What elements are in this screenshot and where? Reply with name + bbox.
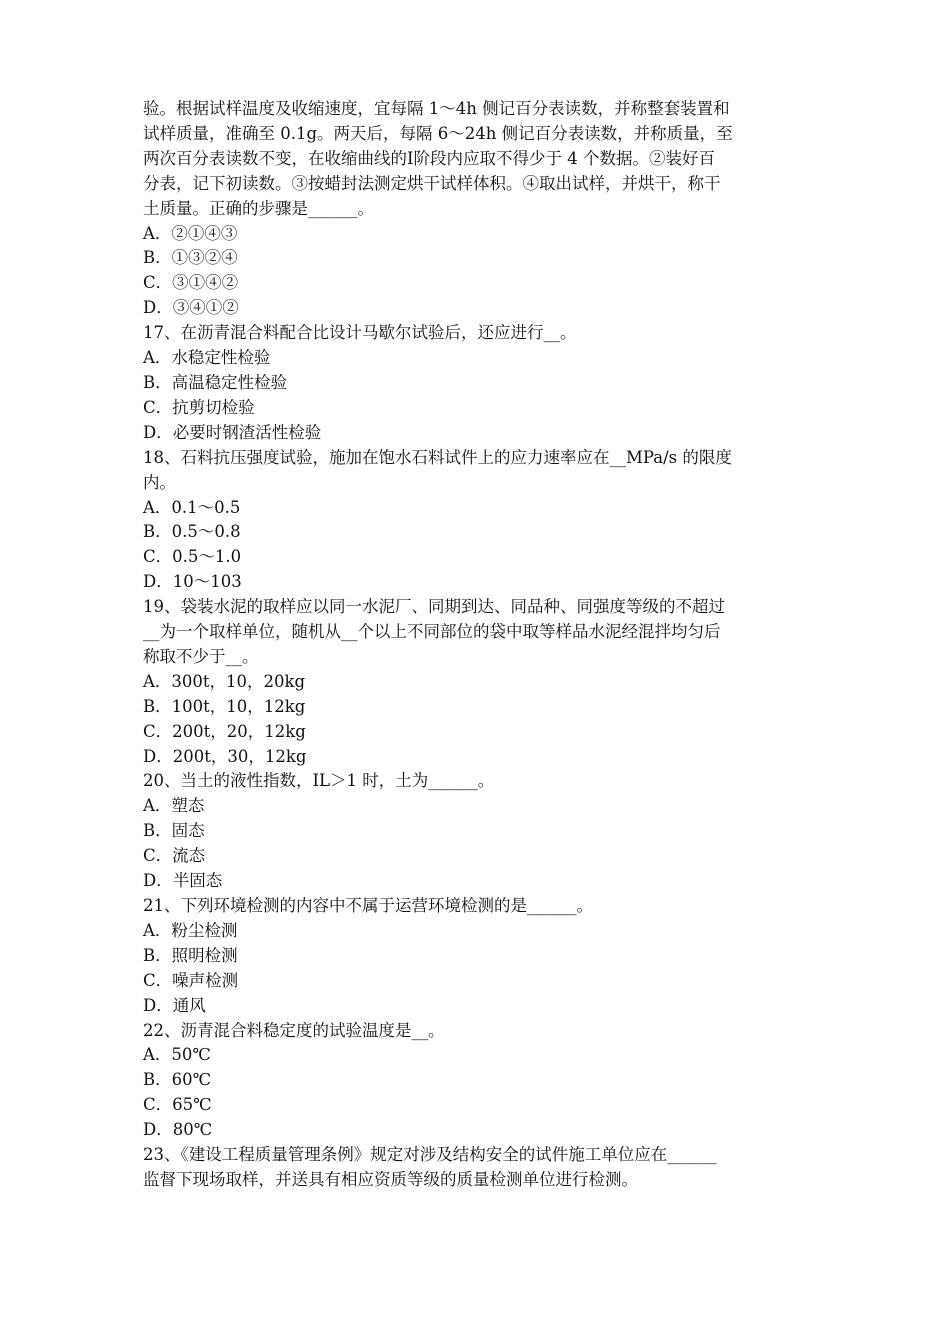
option-d: D．半固态 xyxy=(143,871,223,891)
option-b: B．固态 xyxy=(143,821,205,841)
option-d: D．10～103 xyxy=(143,572,242,592)
option-c: C．0.5～1.0 xyxy=(143,547,242,567)
question-text-line: 验。根据试样温度及收缩速度，宜每隔 1～4h 侧记百分表读数，并称整套装置和 xyxy=(143,99,730,118)
option-d: D．200t，30，12kg xyxy=(143,746,307,766)
option-d: D．必要时钢渣活性检验 xyxy=(143,422,322,442)
question-17 xyxy=(143,321,823,446)
option-b: B．高温稳定性检验 xyxy=(143,372,288,392)
question-text-line: __为一个取样单位，随机从__个以上不同部位的袋中取等样品水泥经混拌均匀后 xyxy=(143,622,721,642)
question-text-line: 分表，记下初读数。③按蜡封法测定烘干试样体积。④取出试样，并烘干，称干 xyxy=(143,173,721,193)
option-a: A．粉尘检测 xyxy=(143,920,238,940)
option-c: C．抗剪切检验 xyxy=(143,397,255,417)
question-text-line: 23、《建设工程质量管理条例》规定对涉及结构安全的试件施工单位应在______ xyxy=(143,1145,717,1165)
question-23 xyxy=(143,1143,823,1193)
question-text-line: 试样质量，准确至 0.1g。两天后，每隔 6～24h 侧记百分表读数，并称质量，至 xyxy=(143,123,733,143)
question-22 xyxy=(143,1019,823,1144)
option-a: A．300t，10，20kg xyxy=(143,671,306,691)
option-b: B．①③②④ xyxy=(143,248,238,268)
question-text-line: 内。 xyxy=(143,472,176,492)
question-text-line: 17、在沥青混合料配合比设计马歇尔试验后，还应进行__。 xyxy=(143,323,577,343)
option-d: D．通风 xyxy=(143,995,206,1015)
option-b: B．照明检测 xyxy=(143,945,238,965)
option-c: C．200t，20，12kg xyxy=(143,721,306,741)
option-a: A．0.1～0.5 xyxy=(143,497,241,517)
question-text-line: 21、下列环境检测的内容中不属于运营环境检测的是______。 xyxy=(143,896,593,915)
question-19 xyxy=(143,595,823,769)
question-21 xyxy=(143,894,823,1019)
option-b: B．100t，10，12kg xyxy=(143,696,306,716)
question-text-line: 18、石料抗压强度试验，施加在饱水石料试件上的应力速率应在__MPa/s 的限度 xyxy=(143,447,732,467)
option-b: B．60℃ xyxy=(143,1070,212,1090)
question-text-line: 称取不少于__。 xyxy=(143,646,259,666)
question-18 xyxy=(143,446,823,595)
option-b: B．0.5～0.8 xyxy=(143,522,241,542)
option-c: C．流态 xyxy=(143,846,206,866)
option-a: A．水稳定性检验 xyxy=(143,348,271,368)
option-d: D．80℃ xyxy=(143,1120,213,1140)
option-c: C．噪声检测 xyxy=(143,970,239,990)
option-a: A．50℃ xyxy=(143,1045,211,1065)
option-c: C．③①④② xyxy=(143,273,239,293)
question-text-line: 监督下现场取样，并送具有相应资质等级的质量检测单位进行检测。 xyxy=(143,1169,638,1189)
question-20 xyxy=(143,769,823,894)
option-c: C．65℃ xyxy=(143,1095,212,1115)
question-text-line: 19、袋装水泥的取样应以同一水泥厂、同期到达、同品种、同强度等级的不超过 xyxy=(143,597,725,617)
question-text-line: 20、当土的液性指数，IL＞1 时，土为______。 xyxy=(143,771,495,791)
option-a: A．塑态 xyxy=(143,796,205,816)
question-16 xyxy=(143,97,823,321)
option-d: D．③④①② xyxy=(143,298,239,318)
option-a: A．②①④③ xyxy=(143,223,238,243)
document-page xyxy=(143,97,823,1193)
question-text-line: 土质量。正确的步骤是______。 xyxy=(143,198,374,218)
question-text-line: 22、沥青混合料稳定度的试验温度是__。 xyxy=(143,1020,445,1040)
question-text-line: 两次百分表读数不变，在收缩曲线的Ⅰ阶段内应取不得少于 4 个数据。②装好百 xyxy=(143,148,716,168)
